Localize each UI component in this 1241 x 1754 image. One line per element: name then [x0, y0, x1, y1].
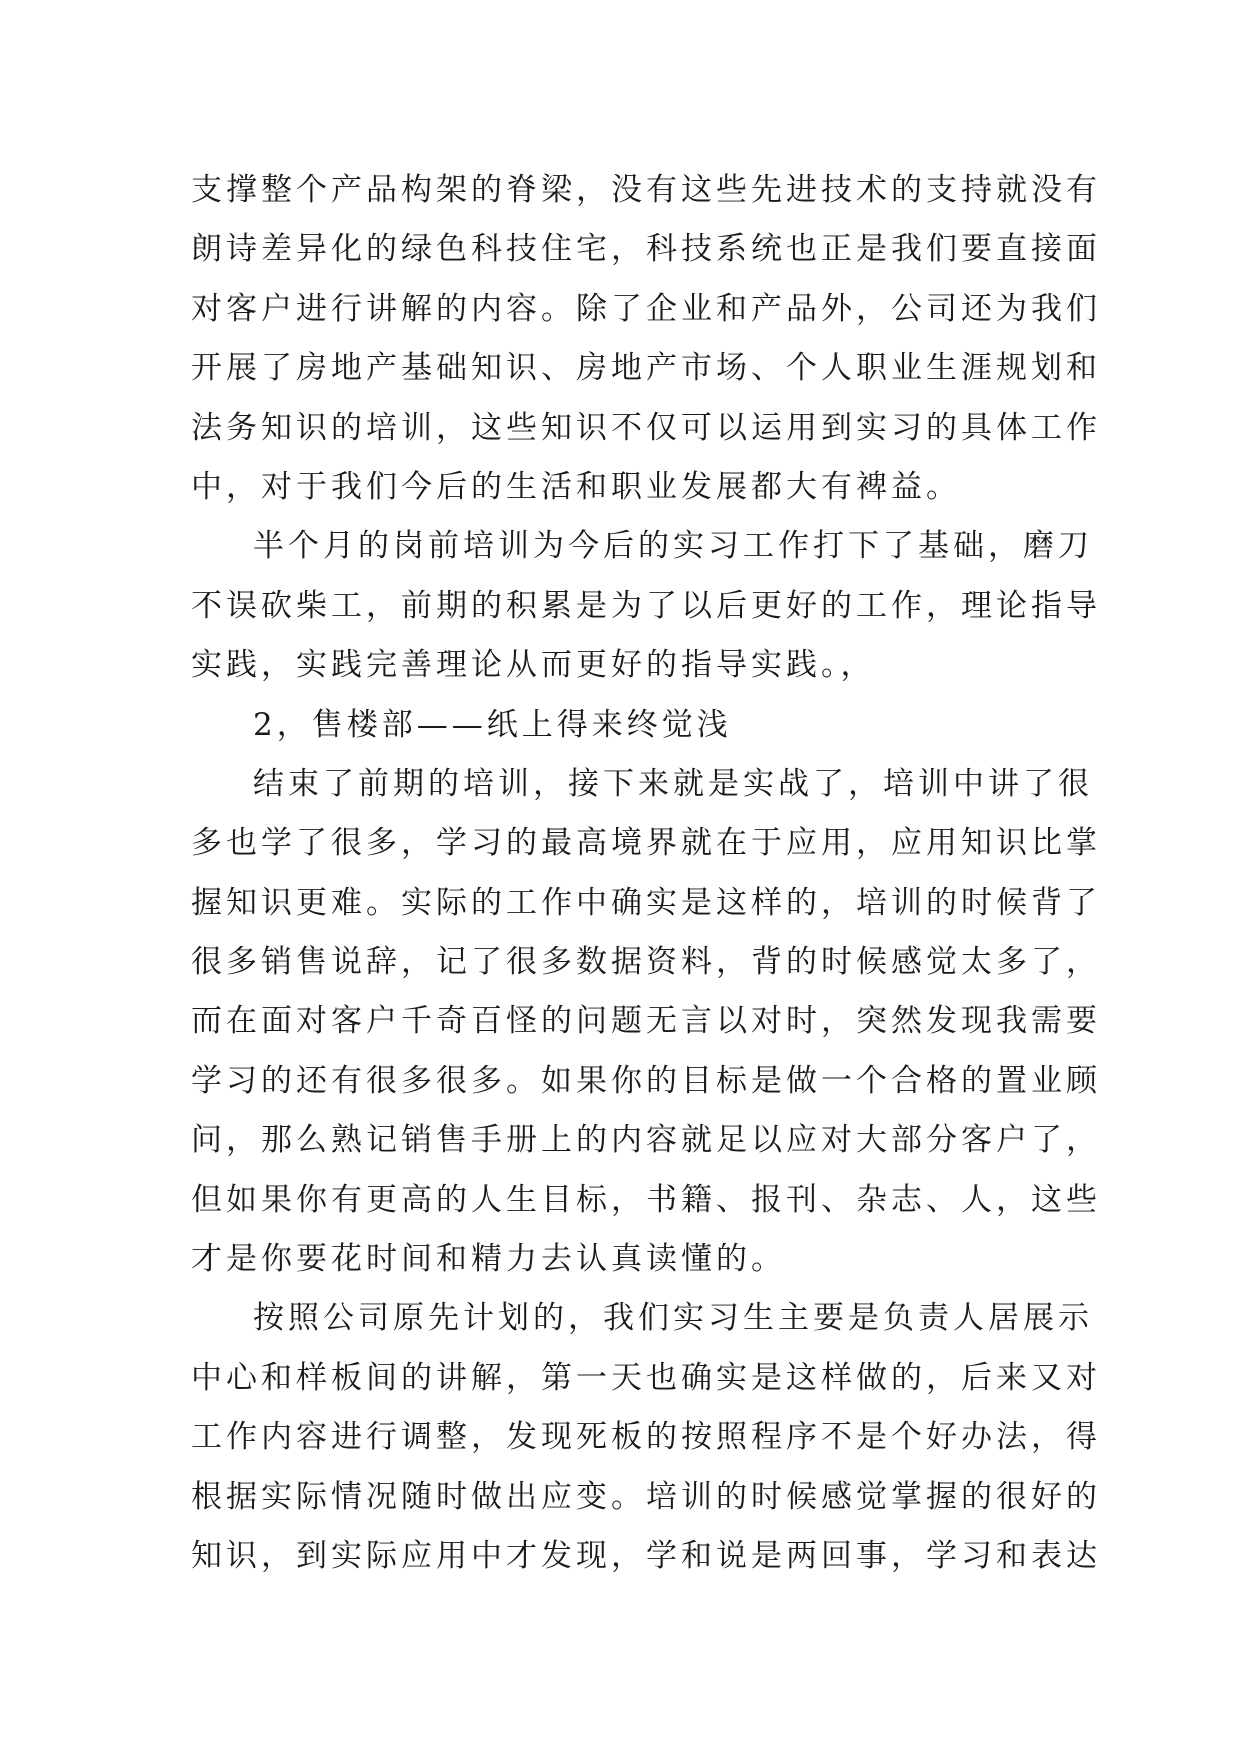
- paragraph-start-line: 按照公司原先计划的，我们实习生主要是负责人居展示: [253, 1300, 1093, 1337]
- text-line: 多也学了很多，学习的最高境界就在于应用，应用知识比掌: [191, 825, 1101, 862]
- text-line: 法务知识的培训，这些知识不仅可以运用到实习的具体工作: [191, 409, 1101, 446]
- text-line: 中心和样板间的讲解，第一天也确实是这样做的，后来又对: [191, 1359, 1101, 1396]
- text-line: 朗诗差异化的绿色科技住宅，科技系统也正是我们要直接面: [191, 231, 1101, 268]
- text-line: 才是你要花时间和精力去认真读懂的。: [191, 1241, 786, 1278]
- text-line: 握知识更难。实际的工作中确实是这样的，培训的时候背了: [191, 884, 1101, 921]
- section-heading: 2，售楼部——纸上得来终觉浅: [253, 706, 732, 743]
- text-line: 实践，实践完善理论从而更好的指导实践。，: [191, 647, 876, 684]
- text-line: 知识，到实际应用中才发现，学和说是两回事，学习和表达: [191, 1537, 1101, 1574]
- text-line: 学习的还有很多很多。如果你的目标是做一个合格的置业顾: [191, 1062, 1101, 1099]
- text-line: 很多销售说辞，记了很多数据资料，背的时候感觉太多了，: [191, 944, 1101, 981]
- text-line: 对客户进行讲解的内容。除了企业和产品外，公司还为我们: [191, 290, 1101, 327]
- text-line: 问，那么熟记销售手册上的内容就足以应对大部分客户了，: [191, 1122, 1101, 1159]
- text-line: 开展了房地产基础知识、房地产市场、个人职业生涯规划和: [191, 350, 1101, 387]
- text-line: 不误砍柴工，前期的积累是为了以后更好的工作，理论指导: [191, 587, 1101, 624]
- text-line: 中，对于我们今后的生活和职业发展都大有裨益。: [191, 468, 961, 505]
- paragraph-start-line: 半个月的岗前培训为今后的实习工作打下了基础，磨刀: [253, 528, 1093, 565]
- text-line: 而在面对客户千奇百怪的问题无言以对时，突然发现我需要: [191, 1003, 1101, 1040]
- text-line: 支撑整个产品构架的脊梁，没有这些先进技术的支持就没有: [191, 172, 1101, 208]
- text-line: 根据实际情况随时做出应变。培训的时候感觉掌握的很好的: [191, 1478, 1101, 1515]
- text-line: 但如果你有更高的人生目标，书籍、报刊、杂志、人，这些: [191, 1181, 1101, 1218]
- text-line: 工作内容进行调整，发现死板的按照程序不是个好办法，得: [191, 1419, 1101, 1456]
- body-text: [191, 161, 1101, 1586]
- paragraph-start-line: 结束了前期的培训，接下来就是实战了，培训中讲了很: [253, 765, 1093, 802]
